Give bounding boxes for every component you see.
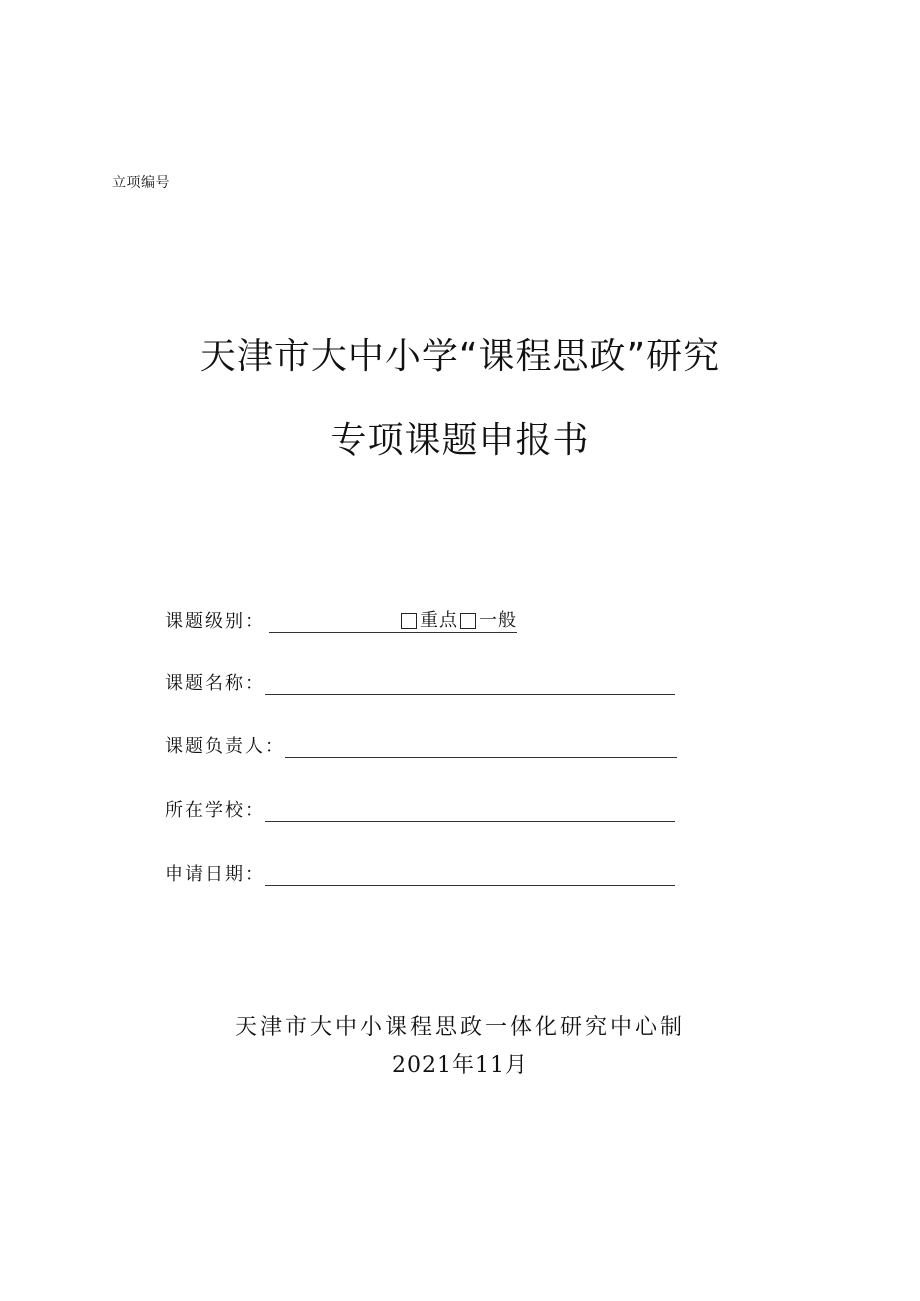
application-date-row [165, 860, 675, 886]
project-leader-blank[interactable] [285, 735, 677, 758]
application-date-label: 申请日期： [165, 864, 265, 885]
application-date-blank[interactable] [265, 863, 675, 886]
project-number-label: 立项编号 [112, 175, 170, 191]
document-title-line-2: 专项课题申报书 [330, 420, 590, 461]
issue-date: 2021年11月 [392, 1053, 528, 1078]
project-leader-label: 课题负责人： [165, 736, 285, 757]
project-name-row [165, 669, 675, 695]
project-level-label: 课题级别： [165, 611, 265, 632]
school-row [165, 796, 675, 822]
key-project-checkbox[interactable] [401, 613, 417, 629]
general-project-option-label: 一般 [479, 610, 517, 631]
school-label: 所在学校： [165, 800, 265, 821]
project-leader-row [165, 732, 677, 758]
project-level-row [165, 607, 517, 633]
issuing-organization: 天津市大中小课程思政一体化研究中心制 [234, 1015, 685, 1040]
project-level-options [399, 610, 517, 633]
project-name-blank[interactable] [265, 672, 675, 695]
general-project-checkbox[interactable] [460, 613, 476, 629]
document-title-line-1: 天津市大中小学“课程思政”研究 [199, 336, 721, 377]
key-project-option-label: 重点 [420, 610, 458, 631]
project-level-blank[interactable] [269, 610, 399, 633]
project-name-label: 课题名称： [165, 673, 265, 694]
school-blank[interactable] [265, 799, 675, 822]
